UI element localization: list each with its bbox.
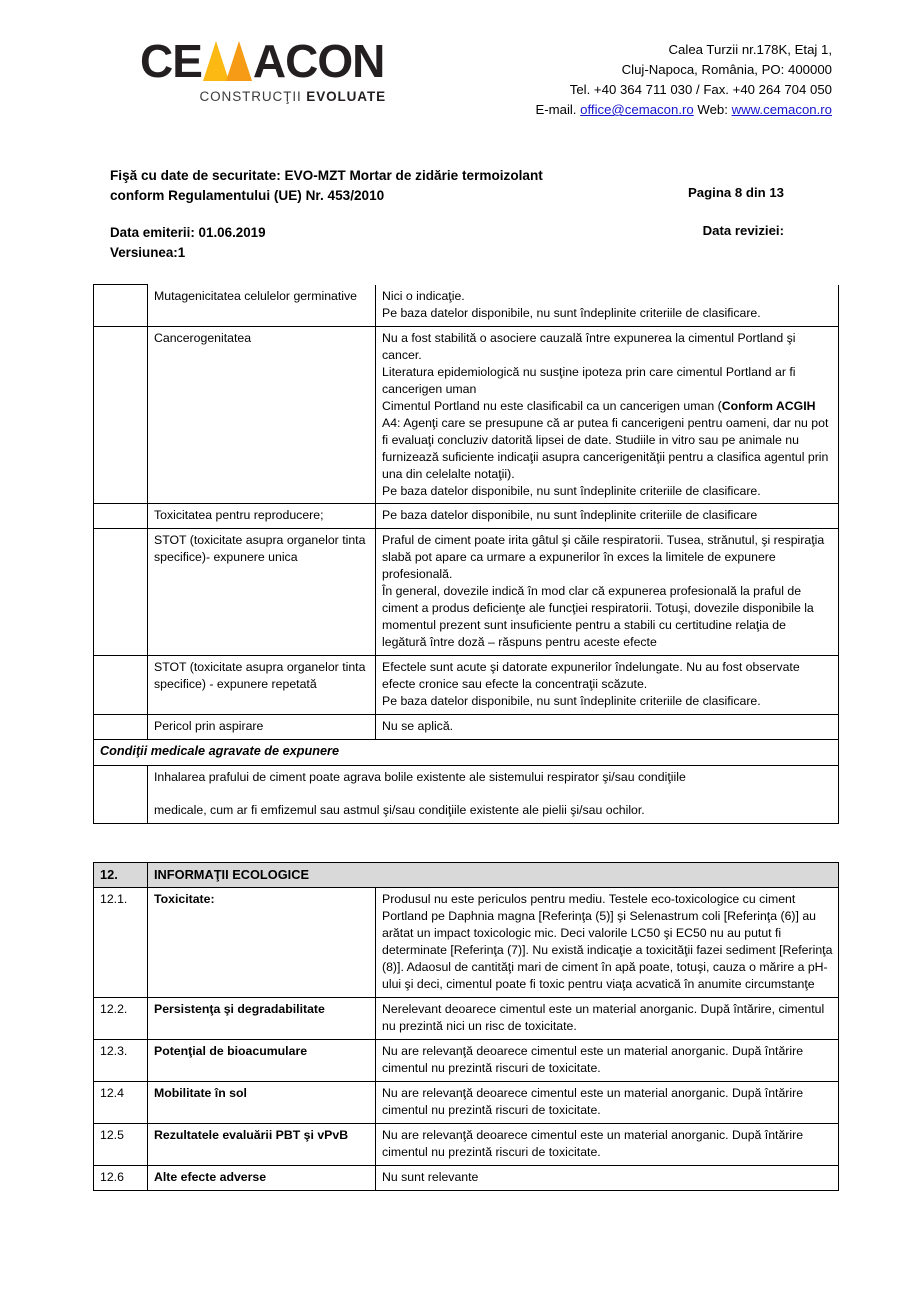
contact-email-web-line xyxy=(388,100,832,120)
row-spacer-cell xyxy=(94,715,148,740)
section-header-row xyxy=(94,862,839,888)
version-label: Versiunea:1 xyxy=(110,244,186,260)
row-content: Nu are relevanţă deoarece cimentul este un material anorganic. După întărire cimentul nu prezintă riscuri de toxicitate. xyxy=(376,1123,839,1165)
row-paragraph: Inhalarea prafului de ciment poate agrava bolile existente ale sistemului respirator şi/sau condiţiile xyxy=(154,769,686,784)
page-title xyxy=(110,166,543,206)
row-content xyxy=(376,326,839,504)
row-spacer-cell xyxy=(94,765,148,823)
issue-date: Data emiterii: 01.06.2019 xyxy=(110,225,266,241)
table-row xyxy=(94,504,839,529)
row-content xyxy=(376,656,839,715)
row-label: Toxicitatea pentru reproducere; xyxy=(148,504,376,529)
table-row xyxy=(94,285,839,326)
row-label: STOT (toxicitate asupra organelor tinta specifice)- expunere unica xyxy=(148,529,376,656)
row-content: Produsul nu este periculos pentru mediu. Testele eco-toxicologice cu ciment Portland pe Daphnia magna [Referinţa (5)] şi Selenastrum coli [Referinţa (6)] au arătat un impact toxicologic mic. Deci valorile LC50 şi EC50 nu au putut fi determinate [Referinţa (7)]. Nu există indicaţie a toxicităţii fazei sediment [Referinţa (8)]. Adaosul de cantităţi mari de ciment în apă poate, totuşi, cauza o mărire a pH-ului şi deci, cimentul poate fi toxic pentru viaţa acvatică în anumite circumstanţe xyxy=(376,888,839,998)
logo-tagline-light: CONSTRUCŢII xyxy=(199,89,307,104)
rich-pre: Cimentul Portland nu este clasificabil ca un cancerigen uman ( xyxy=(382,398,722,413)
logo-text-acon: ACON xyxy=(252,35,385,87)
contact-info xyxy=(388,38,832,120)
row-label: STOT (toxicitate asupra organelor tinta specifice) - expunere repetată xyxy=(148,656,376,715)
row-label: Persistenţa şi degradabilitate xyxy=(148,998,376,1040)
row-content: Nerelevant deoarece cimentul este un material anorganic. După întărire, cimentul nu prezintă nici un risc de toxicitate. xyxy=(376,998,839,1040)
row-paragraph: Pe baza datelor disponibile, nu sunt îndeplinite criteriile de clasificare. xyxy=(382,483,761,498)
ecological-table-wrap xyxy=(0,862,920,1191)
row-spacer-cell xyxy=(94,656,148,715)
row-label: Pericol prin aspirare xyxy=(148,715,376,740)
row-label: Toxicitate: xyxy=(148,888,376,998)
row-number: 12.1. xyxy=(94,888,148,998)
row-number: 12.5 xyxy=(94,1123,148,1165)
table-row xyxy=(94,1081,839,1123)
contact-address-line2: Cluj-Napoca, România, PO: 400000 xyxy=(621,62,832,78)
logo-tagline xyxy=(140,89,388,104)
page-header xyxy=(0,0,920,120)
row-paragraph: Praful de ciment poate irita gâtul şi căile respiratorii. Tusea, strănutul, şi respiraţia slabă pot apare ca urmare a expunerilor în exces la limitele de expunere profesională. xyxy=(382,533,825,582)
row-content: Nu are relevanţă deoarece cimentul este un material anorganic. După întărire cimentul nu prezintă riscuri de toxicitate. xyxy=(376,1039,839,1081)
row-spacer-cell xyxy=(94,285,148,326)
doc-title-line2: conform Regulamentului (UE) Nr. 453/2010 xyxy=(110,188,385,204)
logo-text-ce: CE xyxy=(140,35,202,87)
page-number-label: Pagina 8 din 13 xyxy=(687,185,784,201)
row-paragraph: Nici o indicaţie. xyxy=(382,288,465,303)
row-content xyxy=(376,715,839,740)
table-row xyxy=(94,715,839,740)
row-paragraph: Pe baza datelor disponibile, nu sunt îndeplinite criteriile de clasificare xyxy=(382,508,758,523)
row-paragraph: medicale, cum ar fi emfizemul sau astmul şi/sau condiţiile existente ale pielii şi/sau ochilor. xyxy=(154,802,645,817)
row-paragraph: Pe baza datelor disponibile, nu sunt îndeplinite criteriile de clasificare. xyxy=(382,694,761,709)
row-paragraph: Pe baza datelor disponibile, nu sunt îndeplinite criteriile de clasificare. xyxy=(382,305,761,320)
row-paragraph: Literatura epidemiologică nu susţine ipoteza prin care cimentul Portland ar fi cancerigen uman xyxy=(382,364,796,396)
contact-phone-fax: Tel. +40 364 711 030 / Fax. +40 264 704 050 xyxy=(569,82,832,98)
aggravated-conditions-heading: Condiţii medicale agravate de expunere xyxy=(94,740,839,766)
table-row xyxy=(94,1039,839,1081)
table-row xyxy=(94,765,839,823)
table-row xyxy=(94,529,839,656)
rich-bold: Conform ACGIH xyxy=(721,398,816,413)
website-link[interactable]: www.cemacon.ro xyxy=(731,102,832,118)
row-paragraph: Nu se aplică. xyxy=(382,719,454,734)
row-label: Rezultatele evaluării PBT şi vPvB xyxy=(148,1123,376,1165)
row-number: 12.3. xyxy=(94,1039,148,1081)
row-label: Mobilitate în sol xyxy=(148,1081,376,1123)
table-row xyxy=(94,656,839,715)
section-title: INFORMAŢII ECOLOGICE xyxy=(148,862,839,888)
document-title-block xyxy=(0,120,920,262)
row-paragraph: Nu a fost stabilită o asociere cauzală între expunerea la cimentul Portland şi cancer. xyxy=(382,330,796,362)
aggravated-conditions-heading-row xyxy=(94,740,839,766)
row-spacer-cell xyxy=(94,529,148,656)
contact-address-line1: Calea Turzii nr.178K, Etaj 1, xyxy=(668,42,832,57)
row-content xyxy=(376,285,839,326)
logo-tagline-bold: EVOLUATE xyxy=(306,89,386,104)
section-number: 12. xyxy=(94,862,148,888)
logo-m-icon xyxy=(203,41,252,81)
row-content: Nu are relevanţă deoarece cimentul este un material anorganic. După întărire cimentul nu prezintă riscuri de toxicitate. xyxy=(376,1081,839,1123)
table-row xyxy=(94,1123,839,1165)
web-label: Web: xyxy=(693,102,732,118)
row-label: Potenţial de bioacumulare xyxy=(148,1039,376,1081)
doc-title-line1: Fişă cu date de securitate: EVO-MZT Mortar de zidărie termoizolant xyxy=(110,168,543,184)
row-number: 12.6 xyxy=(94,1165,148,1190)
row-content xyxy=(376,529,839,656)
row-spacer-cell xyxy=(94,504,148,529)
company-logo xyxy=(88,35,388,104)
row-number: 12.2. xyxy=(94,998,148,1040)
row-label: Mutagenicitatea celulelor germinative xyxy=(148,285,376,326)
ecological-information-table xyxy=(93,862,839,1191)
row-number: 12.4 xyxy=(94,1081,148,1123)
email-label: E-mail. xyxy=(535,102,581,118)
row-paragraph: În general, dovezile indică în mod clar că expunerea profesională la praful de ciment a produs deficienţe ale funcţiei respiratorii. Totuşi, dovezile disponibile la momentul prezent sunt insuficiente pentru a stabili cu certitudine relaţia de legătură între doză – răspuns pentru aceste efecte xyxy=(382,584,814,650)
toxicology-table-wrap xyxy=(0,284,920,823)
row-label: Alte efecte adverse xyxy=(148,1165,376,1190)
row-content: Nu sunt relevante xyxy=(376,1165,839,1190)
logo-wordmark xyxy=(140,35,388,87)
row-paragraph: Efectele sunt acute şi datorate expunerilor îndelungate. Nu au fost observate efecte cronice sau efecte la concentraţii scăzute. xyxy=(382,660,800,692)
email-link[interactable]: office@cemacon.ro xyxy=(580,102,694,118)
table-row xyxy=(94,998,839,1040)
document-meta xyxy=(110,223,266,262)
row-paragraph-rich xyxy=(382,398,833,483)
toxicology-table xyxy=(93,284,839,823)
revision-date-label: Data reviziei: xyxy=(702,223,784,239)
table-row xyxy=(94,888,839,998)
row-spacer-cell xyxy=(94,326,148,504)
aggravated-conditions-content xyxy=(148,765,839,823)
row-label: Cancerogenitatea xyxy=(148,326,376,504)
rich-post: A4: Agenţi care se presupune că ar putea fi cancerigeni pentru oameni, dar nu pot fi evaluaţi concluziv datorită lipsei de date. Studiile in vitro sau pe animale nu furnizează suficiente indicaţii asupra cancerigenităţii pentru a clasifica agentul prin una din celelalte notaţii). xyxy=(382,415,829,481)
table-row xyxy=(94,1165,839,1190)
row-content xyxy=(376,504,839,529)
table-row xyxy=(94,326,839,504)
